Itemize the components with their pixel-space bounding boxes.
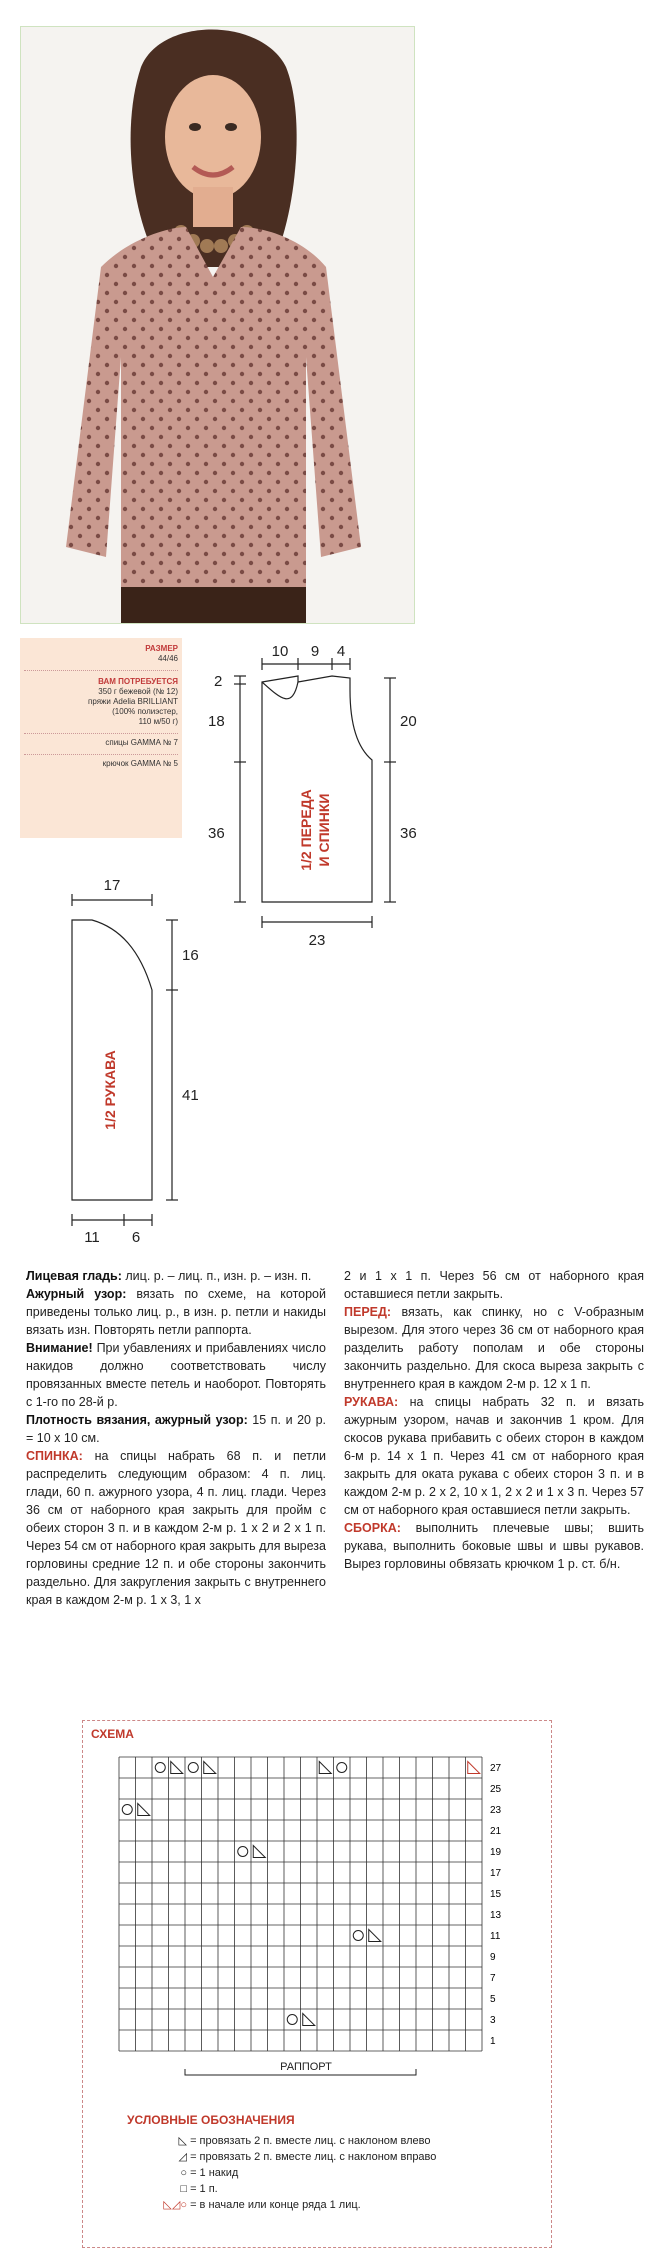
instruction-paragraph: Лицевая гладь: лиц. р. – лиц. п., изн. р. – изн. п. [26, 1269, 312, 1283]
chart-row-number: 19 [490, 1847, 502, 1858]
yarn-over-icon [122, 1805, 132, 1815]
chart-row-number: 27 [490, 1763, 502, 1774]
instruction-paragraph: Ажурный узор: вязать по схеме, на которой приведены только лиц. р., в изн. р. петли и накиды вязать изн. Повторять петли раппорта. [26, 1287, 326, 1337]
dim-right-2: 36 [400, 825, 417, 842]
repeat-label: РАППОРТ [280, 2061, 332, 2073]
chart-row-number: 7 [490, 1973, 496, 1984]
dim-top-2: 9 [310, 643, 320, 660]
k2tog-icon [253, 1846, 265, 1858]
sleeve-label: 1/2 РУКАВА [102, 1050, 118, 1130]
yarn-line: 350 г бежевой (№ 12) [98, 687, 178, 696]
stitch-chart-grid [83, 1721, 551, 2101]
k2tog-icon [319, 1762, 331, 1774]
yarn-over-icon [188, 1763, 198, 1773]
yarn-over-icon [155, 1763, 165, 1773]
chart-row-number: 21 [490, 1826, 502, 1837]
k2tog-icon [468, 1762, 480, 1774]
legend-item: ◿ = провязать 2 п. вместе лиц. с наклоном вправо [178, 2151, 437, 2163]
sleeve-pattern-diagram [40, 870, 240, 1250]
chart-row-number: 15 [490, 1889, 502, 1900]
dim-left-1: 2 [214, 673, 223, 690]
chart-row-number: 25 [490, 1784, 502, 1795]
instructions-right-column [344, 1267, 644, 1573]
yarn-line: 110 м/50 г) [138, 717, 178, 726]
instruction-paragraph: СПИНКА: на спицы набрать 68 п. и петли распределить следующим образом: 4 п. лиц. глади, 60 п. ажурного узора, 4 п. лиц. глади. Через 36 см от наборного края закрыть для пройм с обеих сторон 3 п. и в каждом 2-м р. 1 х 2 и 2 х 1 п. Через 54 см от наборного края закрыть для выреза горловины средние 12 п. и обе стороны закончить раздельно. Для закругления закрыть с внутреннего края в каждом 2-м р. 1 х 3, 1 х [26, 1449, 326, 1607]
sleeve-dim-bottom-2: 6 [131, 1229, 141, 1246]
legend-title: УСЛОВНЫЕ ОБОЗНАЧЕНИЯ [127, 2113, 295, 2127]
k2tog-icon [369, 1930, 381, 1942]
materials-header: ВАМ ПОТРЕБУЕТСЯ [98, 677, 178, 686]
info-box [20, 638, 182, 838]
chart-row-number: 5 [490, 1994, 496, 2005]
dim-right-1: 20 [400, 713, 417, 730]
sleeve-dim-top: 17 [103, 877, 121, 894]
dim-left-2: 18 [208, 713, 225, 730]
legend [127, 2133, 527, 2213]
instruction-paragraph: СБОРКА: выполнить плечевые швы; вшить рукава, выполнить боковые швы и швы рукавов. Вырез горловины обвязать крючком 1 р. ст. б/н. [344, 1521, 644, 1571]
chart-row-number: 23 [490, 1805, 502, 1816]
body-label-1: 1/2 ПЕРЕДА [298, 789, 314, 871]
size-header: РАЗМЕР [145, 644, 178, 653]
instruction-paragraph: Плотность вязания, ажурный узор: 15 п. и 20 р. = 10 х 10 см. [26, 1413, 326, 1445]
chart-row-number: 13 [490, 1910, 502, 1921]
size-value: 44/46 [157, 654, 178, 663]
chart-row-number: 9 [490, 1952, 496, 1963]
sleeve-dim-right-2: 41 [182, 1087, 199, 1104]
instruction-paragraph: 2 и 1 х 1 п. Через 56 см от наборного края оставшиеся петли закрыть. [344, 1269, 644, 1301]
instruction-paragraph: Внимание! При убавлениях и прибавлениях число накидов должно соответствовать числу провязанных вместе петель и наоборот. Повторять с 1-го по 28-й р. [26, 1341, 326, 1409]
needles-info: спицы GAMMA № 7 [105, 738, 178, 747]
dim-top-3: 4 [336, 643, 346, 660]
k2tog-icon [138, 1804, 150, 1816]
yarn-over-icon [287, 2015, 297, 2025]
legend-item: ○ = 1 накид [180, 2167, 239, 2179]
k2tog-icon [171, 1762, 183, 1774]
instruction-paragraph: РУКАВА: на спицы набрать 32 п. и вязать ажурным узором, начав и закончив 1 кром. Для скосов рукава прибавить с обеих сторон в каждом 6-м р. 14 х 1 п. Через 41 см от наборного края закрыть для оката рукава с обеих сторон 3 п. и в каждом 2-м р. 2 х 2, 10 х 1, 2 х 2 и 1 х 3 п. Через 57 см от наборного края оставшиеся петли закрыть. [344, 1395, 644, 1517]
yarn-over-icon [353, 1931, 363, 1941]
yarn-over-icon [238, 1847, 248, 1857]
yarn-line: пряжи Adelia BRILLIANT [88, 697, 178, 706]
chart-row-number: 17 [490, 1868, 502, 1879]
stitch-chart-box [82, 1720, 552, 2248]
yarn-over-icon [337, 1763, 347, 1773]
model-photo [20, 26, 415, 624]
instruction-paragraph: ПЕРЕД: вязать, как спинку, но с V-образным вырезом. Для этого через 36 см от наборного края разделить работу пополам и обе стороны закончить раздельно. Для скоса выреза закрыть с внутреннего края в каждом 2-м р. 12 х 1 п. [344, 1305, 644, 1391]
instructions-left-column [26, 1267, 326, 1609]
dim-left-3: 36 [208, 825, 225, 842]
dim-bottom: 23 [308, 932, 326, 949]
body-label-2: И СПИНКИ [316, 793, 332, 867]
k2tog-icon [303, 2014, 315, 2026]
chart-title: СХЕМА [91, 1727, 134, 1741]
legend-item: ◺ = провязать 2 п. вместе лиц. с наклоном влево [178, 2135, 431, 2147]
yarn-line: (100% полиэстер, [112, 707, 178, 716]
legend-item: ◺◿○ = в начале или конце ряда 1 лиц. [163, 2199, 361, 2211]
sleeve-dim-right-1: 16 [182, 947, 199, 964]
chart-row-number: 1 [490, 2036, 496, 2047]
legend-item: □ = 1 п. [180, 2183, 218, 2195]
k2tog-icon [204, 1762, 216, 1774]
chart-row-number: 3 [490, 2015, 496, 2026]
sleeve-dim-bottom-1: 11 [84, 1229, 100, 1246]
hook-info: крючок GAMMA № 5 [102, 759, 178, 768]
chart-row-number: 11 [490, 1931, 501, 1942]
dim-top-1: 10 [271, 643, 289, 660]
